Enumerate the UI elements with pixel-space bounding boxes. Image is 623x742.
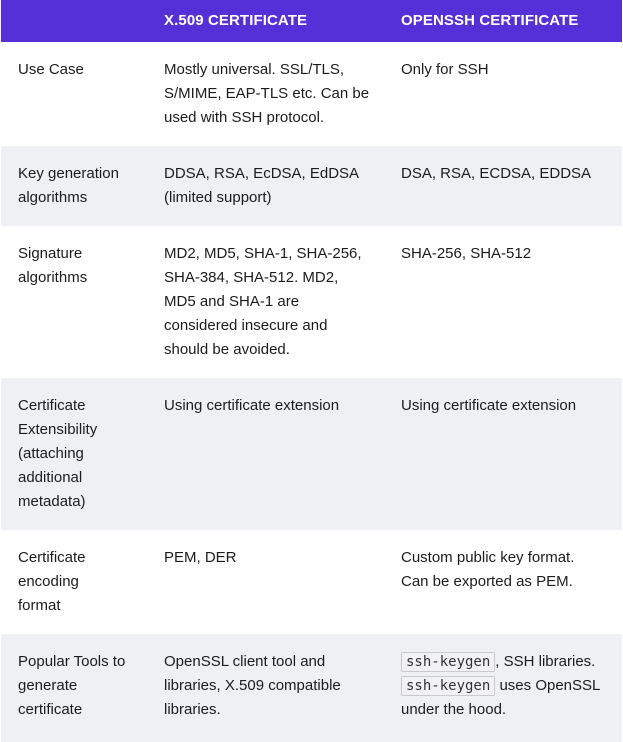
row-label: Certificate encoding format: [18, 549, 86, 614]
openssh-cell: SHA-256, SHA-512: [401, 245, 532, 262]
openssh-cell: Custom public key format. Can be exported as PEM.: [401, 549, 575, 590]
row-label: Signature algorithms: [18, 245, 88, 286]
openssh-cell: DSA, RSA, ECDSA, EDDSA: [401, 165, 592, 182]
comparison-table: [1, 0, 622, 742]
ssh-keygen-code: ssh-keygen: [401, 652, 495, 672]
table-row: [1, 530, 622, 634]
row-label: Key generation algorithms: [18, 165, 119, 206]
openssh-cell: Using certificate extension: [401, 397, 577, 414]
x509-cell: DDSA, RSA, EcDSA, EdDSA (limited support): [164, 165, 360, 206]
table-header: [1, 0, 622, 42]
header-openssh: OPENSSH CERTIFICATE: [401, 12, 579, 29]
table-row: [1, 378, 622, 530]
x509-cell: PEM, DER: [164, 549, 237, 566]
row-label: Use Case: [18, 61, 84, 78]
openssh-cell: ssh-keygen , SSH libraries. ssh-keygen uses OpenSSL under the hood.: [401, 653, 601, 718]
table-row: [1, 42, 622, 146]
table-row: [1, 146, 622, 226]
table-row: [1, 226, 622, 378]
row-label: Popular Tools to generate certificate: [18, 653, 126, 718]
ssh-keygen-code: ssh-keygen: [401, 676, 495, 696]
row-label: Certificate Extensibility (attaching additional metadata): [18, 397, 98, 510]
openssh-cell: Only for SSH: [401, 61, 489, 78]
x509-cell: Mostly universal. SSL/TLS, S/MIME, EAP-TLS etc. Can be used with SSH protocol.: [164, 61, 370, 126]
x509-cell: Using certificate extension: [164, 397, 340, 414]
x509-cell: OpenSSL client tool and libraries, X.509 compatible libraries.: [164, 653, 341, 718]
x509-cell: MD2, MD5, SHA-1, SHA-256, SHA-384, SHA-512. MD2, MD5 and SHA-1 are considered insecure and should be avoided.: [164, 245, 362, 358]
table-row: [1, 634, 622, 742]
header-x509: X.509 CERTIFICATE: [164, 12, 308, 29]
